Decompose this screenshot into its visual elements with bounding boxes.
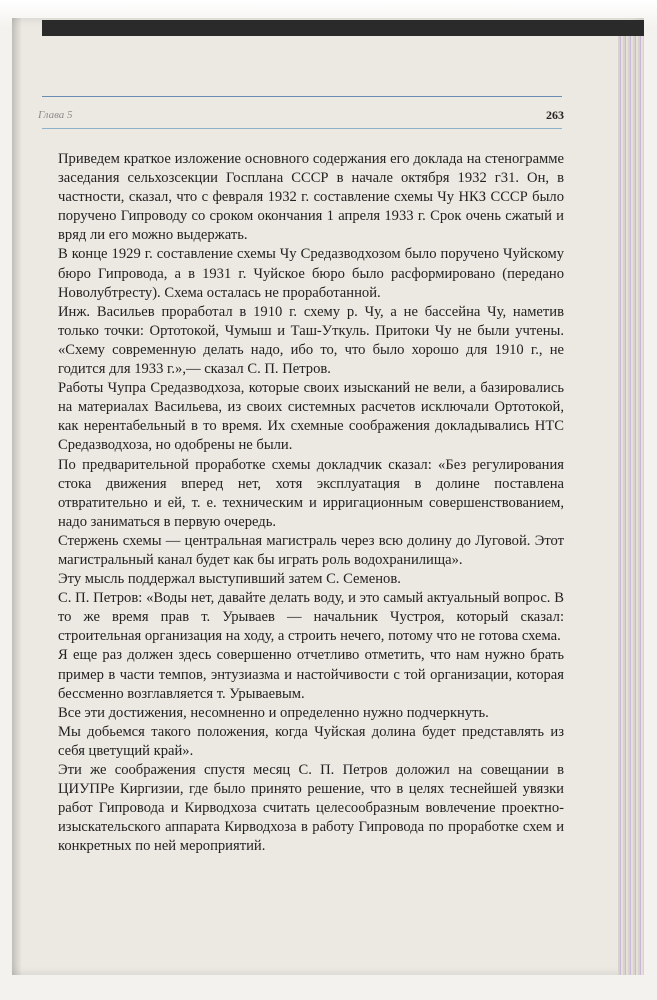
chapter-header: Глава 5 — [38, 109, 73, 121]
paragraph: Я еще раз должен здесь совершенно отчетливо отметить, что нам нужно брать пример в части темпов, энтузиазма и настойчивости с той организации, которая бессменно возглавляется т. Урываевым. — [58, 647, 564, 702]
paragraph: В конце 1929 г. составление схемы Чу Средазводхозом было поручено Чуйскому бюро Гипровода, а в 1931 г. Чуйское бюро было расформировано (передано Новолубтресту). Схема осталась не проработанной. — [58, 246, 564, 301]
paragraph: Все эти достижения, несомненно и определенно нужно подчеркнуть. — [58, 704, 489, 721]
page-edges-stack — [618, 36, 644, 975]
header-rule-bottom — [42, 128, 562, 129]
paragraph: Мы добьемся такого положения, когда Чуйская долина будет представлять из себя цветущий край». — [58, 723, 564, 759]
page-number: 263 — [546, 108, 564, 122]
page-gutter-shadow — [12, 18, 22, 975]
header-rule-top — [42, 96, 562, 97]
body-text — [58, 150, 564, 856]
top-dark-band — [42, 20, 644, 36]
paragraph: Работы Чупра Средазводхоза, которые своих изысканий не вели, а базировались на материалах Васильева, из своих системных расчетов исключали Ортотокой, как нерентабельный в то время. Их схемные соображения докладывались НТС Средазводхоза, но одобрены не были. — [58, 380, 564, 454]
paragraph: Стержень схемы — центральная магистраль через всю долину до Луговой. Этот магистральный канал будет как бы играть роль водохранилища». — [58, 532, 564, 568]
paragraph: Инж. Васильев проработал в 1910 г. схему р. Чу, а не бассейна Чу, наметив только точки: Ортотокой, Чумыш и Таш-Уткуль. Притоки Чу не были учтены. «Схему современную делать надо, ибо то, что было хорошо для 1910 г., не годится для 1933 г.»,— сказал С. П. Петров. — [58, 303, 564, 378]
paragraph: С. П. Петров: «Воды нет, давайте делать воду, и это самый актуальный вопрос. В то же время прав т. Урываев — начальник Чустроя, который сказал: строительная организация на ходу, а строить нечего, потому что не готова схема. — [58, 590, 564, 645]
paragraph: Эту мысль поддержал выступивший затем С. Семенов. — [58, 571, 401, 588]
paragraph: По предварительной проработке схемы докладчик сказал: «Без регулирования стока движения вперед нет, хотя эксплуатация в долине поставлена отвратительно и ей, т. е. техническим и ирригационным совершенствованием, надо заниматься в первую очередь. — [58, 456, 564, 530]
paragraph: Эти же соображения спустя месяц С. П. Петров доложил на совещании в ЦИУПРе Киргизии, где было принято решение, что в целях теснейшей увязки работ Гипровода и Кирводхоза считать целесообразным вовлечение проектно-изыскательского аппарата Кирводхоза в работу Гипровода по проработке схем и конкретных по ней мероприятий. — [58, 762, 564, 855]
paragraph: Приведем краткое изложение основного содержания его доклада на стенограмме заседания сельхозсекции Госплана СССР в начале октября 1932 г31. Он, в частности, сказал, что с февраля 1932 г. составление схемы Чу НКЗ СССР было поручено Гипроводу со сроком окончания 1 апреля 1933 г. Срок очень сжатый и вряд ли его можно выдержать. — [58, 151, 564, 244]
